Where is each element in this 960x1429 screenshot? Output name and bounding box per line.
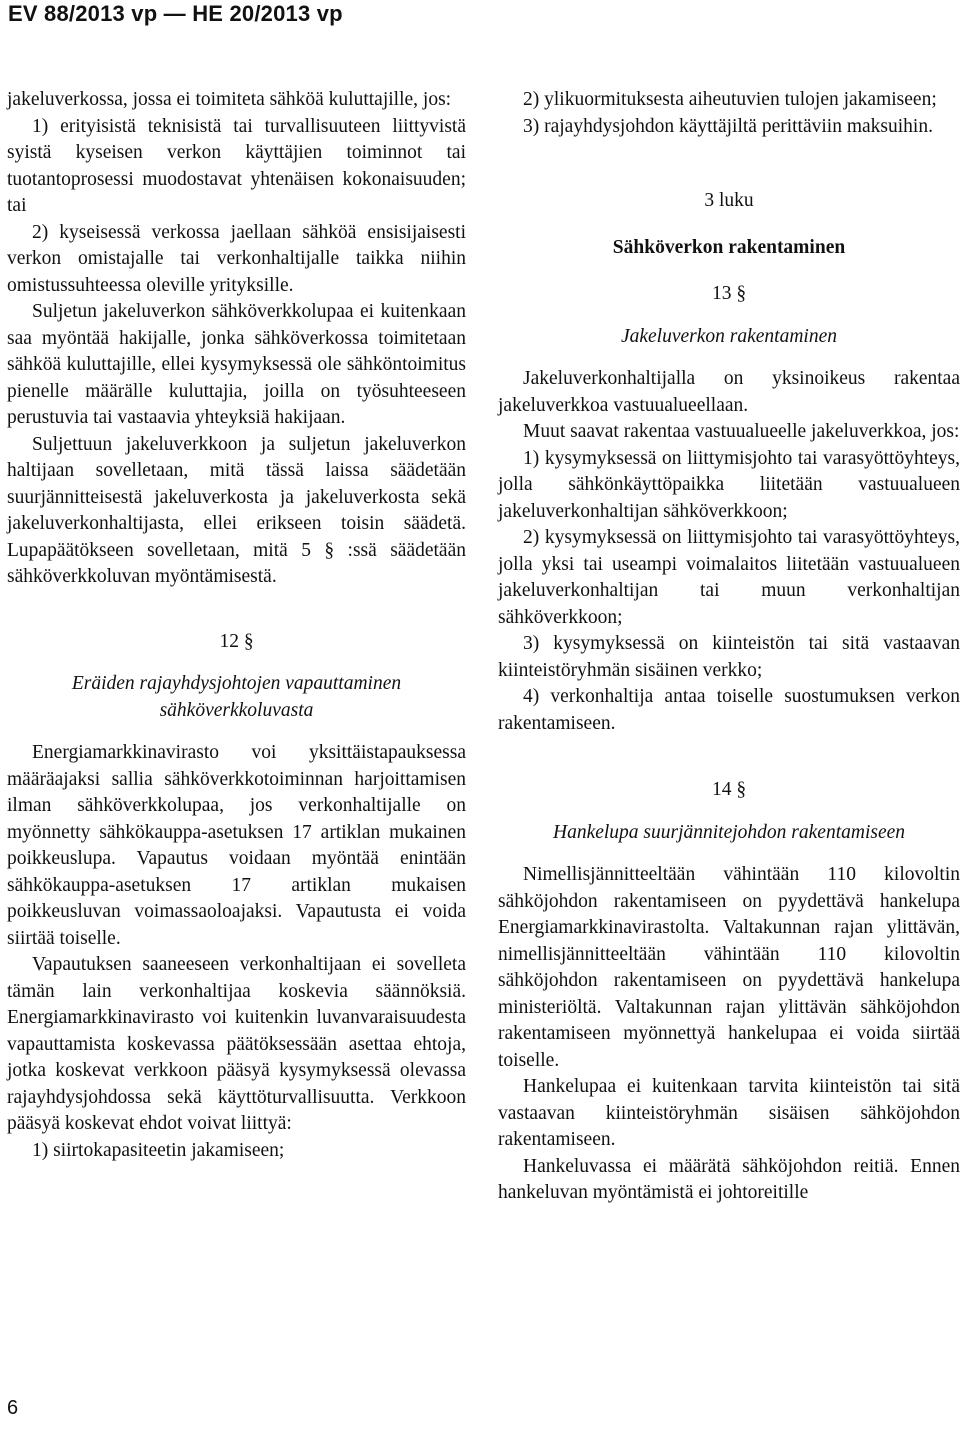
- section-number-13: 13 §: [711, 283, 747, 304]
- list-item-3: 3) kysymyksessä on kiinteistön tai sitä vastaavan kiinteistöryhmän sisäinen verkko;: [498, 633, 960, 681]
- list-item-1: 1) erityisistä teknisistä tai turvallisuuteen liittyvistä syistä kyseisen verkon käyttäjien toiminnot tai tuotantoprosessi muodostavat yhtenäisen kokonaisuuden; tai: [7, 115, 466, 216]
- section-title-14: Hankelupa suurjännitejohdon rakentamiseen: [552, 821, 906, 843]
- list-item-1: 1) kysymyksessä on liittymisjohto tai varasyöttöyhteys, jolla sähkönkäyttöpaikka liitetään vastuualueen jakeluverkonhaltijan sähköverkkoon;: [498, 447, 960, 522]
- list-item-4: 4) verkonhaltija antaa toiselle suostumuksen verkon rakentamiseen.: [498, 686, 960, 734]
- left-column: [7, 87, 466, 1164]
- paragraph: Hankelupaa ei kuitenkaan tarvita kiinteistön tai sitä vastaavan kiinteistöryhmän sisäisen sähköjohdon rakentamiseen.: [498, 1076, 960, 1150]
- list-item-2: 2) kyseisessä verkossa jaellaan sähköä ensisijaisesti verkon omistajalle tai verkonhaltijalle taikka niihin omistussuhteessa oleville yrityksille.: [7, 221, 466, 296]
- list-item-2: 2) kysymyksessä on liittymisjohto tai varasyöttöyhteys, jolla yksi tai useampi voimalaitos liitetään vastuualueen jakeluverkonhaltijan tai muun verkonhaltijan sähköverkkoon;: [498, 527, 960, 628]
- right-column: [498, 87, 960, 1207]
- paragraph-continuation: jakeluverkossa, jossa ei toimiteta sähköä kuluttajille, jos:: [7, 89, 452, 110]
- paragraph: Vapautuksen saaneeseen verkonhaltijaan ei sovelleta tämän lain verkonhaltijaa koskevia säännöksiä. Energiamarkkinavirasto voi kuitenkin luvanvaraisuudesta vapauttamista koskevassa päätöksessään asettaa ehtoja, jotka koskevat verkkoon pääsyä kysymyksessä olevassa rajayhdysjohdossa sekä käyttöturvallisuutta. Verkkoon pääsyä koskevat ehdot voivat liittyä:: [7, 954, 466, 1134]
- list-item-1: 1) siirtokapasiteetin jakamiseen;: [32, 1139, 285, 1161]
- chapter-title: Sähköverkon rakentaminen: [612, 236, 846, 258]
- list-item-2: 2) ylikuormituksesta aiheutuvien tulojen jakamiseen;: [523, 89, 937, 110]
- paragraph: Nimellisjännitteeltään vähintään 110 kilovoltin sähköjohdon rakentamiseen on pyydettävä hankelupa Energiamarkkinavirastolta. Valtakunnan rajan ylittävän, nimellisjännitteeltään vähintään 110 kilovoltin sähköjohdon rakentamiseen on pyydettävä hankelupa ministeriöltä. Valtakunnan rajan ylittävän sähköjohdon rakentamiseen myönnettyä hankelupaa ei voida siirtää toiselle.: [498, 864, 960, 1071]
- paragraph: Muut saavat rakentaa vastuualueelle jakeluverkkoa, jos:: [523, 421, 960, 442]
- paragraph: Suljetun jakeluverkon sähköverkkolupaa ei kuitenkaan saa myöntää hakijalle, jonka sähköverkossa toimitetaan sähköä kuluttajille, ellei kysymyksessä ole sähköntoimitus pienelle määrälle kuluttajia, joilla on työsuhteeseen perustuvia tai vastaavia yhteyksiä hakijaan.: [7, 301, 466, 428]
- section-number-12: 12 §: [219, 630, 254, 652]
- paragraph: Suljettuun jakeluverkkoon ja suljetun jakeluverkon haltijaan sovelletaan, mitä tässä laissa säädetään suurjännitteisestä jakeluverkosta ja jakeluverkosta sekä jakeluverkonhaltijasta, ellei erikseen toisin säädetä. Lupapäätökseen sovelletaan, mitä 5 § :ssä säädetään sähköverkkoluvan myöntämisestä.: [7, 433, 466, 587]
- paragraph: Jakeluverkonhaltijalla on yksinoikeus rakentaa jakeluverkkoa vastuualueellaan.: [498, 368, 960, 416]
- section-number-14: 14 §: [711, 779, 747, 800]
- paragraph: Hankeluvassa ei määrätä sähköjohdon reitiä. Ennen hankeluvan myöntämistä ei johtoreitille: [498, 1155, 960, 1203]
- paragraph: Energiamarkkinavirasto voi yksittäistapauksessa määräajaksi sallia sähköverkkotoiminnan harjoittamisen ilman sähköverkkolupaa, jos verkonhaltijalle on myönnetty sähkökauppa-asetuksen 17 artiklan mukainen poikkeuslupa. Vapautus voidaan myöntää enintään sähkökauppa-asetuksen 17 artiklan mukaisen poikkeusluvan voimassaoloajaksi. Vapautusta ei voida siirtää toiselle.: [7, 742, 466, 949]
- section-title-13: Jakeluverkon rakentaminen: [620, 325, 838, 347]
- section-title-12: Eräiden rajayhdysjohtojen vapauttaminen sähköverkkoluvasta: [71, 673, 402, 721]
- list-item-3: 3) rajayhdysjohdon käyttäjiltä perittäviin maksuihin.: [523, 115, 933, 137]
- chapter-number: 3 luku: [704, 190, 754, 211]
- page-number: 6: [7, 1397, 19, 1419]
- running-header: EV 88/2013 vp — HE 20/2013 vp: [8, 1, 343, 26]
